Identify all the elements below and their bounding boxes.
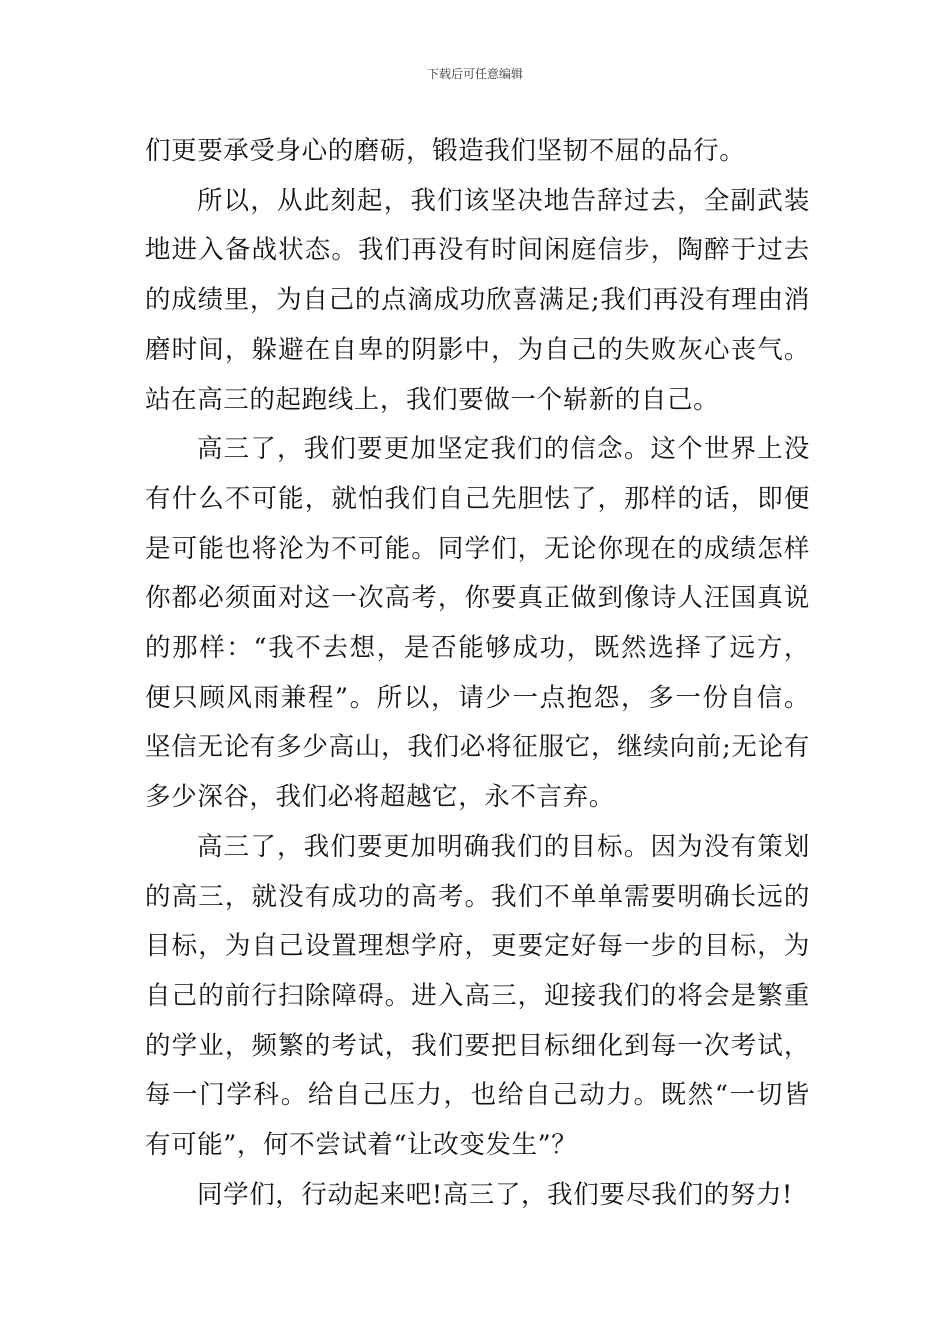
paragraph-2: 所以，从此刻起，我们该坚决地告辞过去，全副武装地进入备战状态。我们再没有时间闲庭信步，陶醉于过去的成绩里，为自己的点滴成功欣喜满足;我们再没有理由消磨时间，躲避在自卑的阴影中，为自己的失败灰心丧气。站在高三的起跑线上，我们要做一个崭新的自己。 — [145, 185, 810, 415]
paragraph-5: 同学们，行动起来吧!高三了，我们要尽我们的努力! — [197, 1179, 793, 1210]
page-header: 下载后可任意编辑 — [426, 67, 523, 81]
paragraph-4: 高三了，我们要更加明确我们的目标。因为没有策划的高三，就没有成功的高考。我们不单单需要明确长远的目标，为自己设置理想学府，更要定好每一步的目标，为自己的前行扫除障碍。进入高三，迎接我们的将会是繁重的学业，频繁的考试，我们要把目标细化到每一次考试，每一门学科。给自己压力，也给自己动力。既然“一切皆有可能”，何不尝试着“让改变发生”？ — [145, 831, 810, 1161]
paragraph-1: 们更要承受身心的磨砺，锻造我们坚韧不屈的品行。 — [145, 136, 746, 166]
paragraph-3: 高三了，我们要更加坚定我们的信念。这个世界上没有什么不可能，就怕我们自己先胆怯了，那样的话，即便是可能也将沦为不可能。同学们，无论你现在的成绩怎样你都必须面对这一次高考，你要真正做到像诗人汪国真说的那样：“我不去想，是否能够成功，既然选择了远方，便只顾风雨兼程”。所以，请少一点抱怨，多一份自信。坚信无论有多少高山，我们必将征服它，继续向前;无论有多少深谷，我们必将超越它，永不言弃。 — [145, 434, 810, 813]
document-body — [145, 127, 810, 1220]
